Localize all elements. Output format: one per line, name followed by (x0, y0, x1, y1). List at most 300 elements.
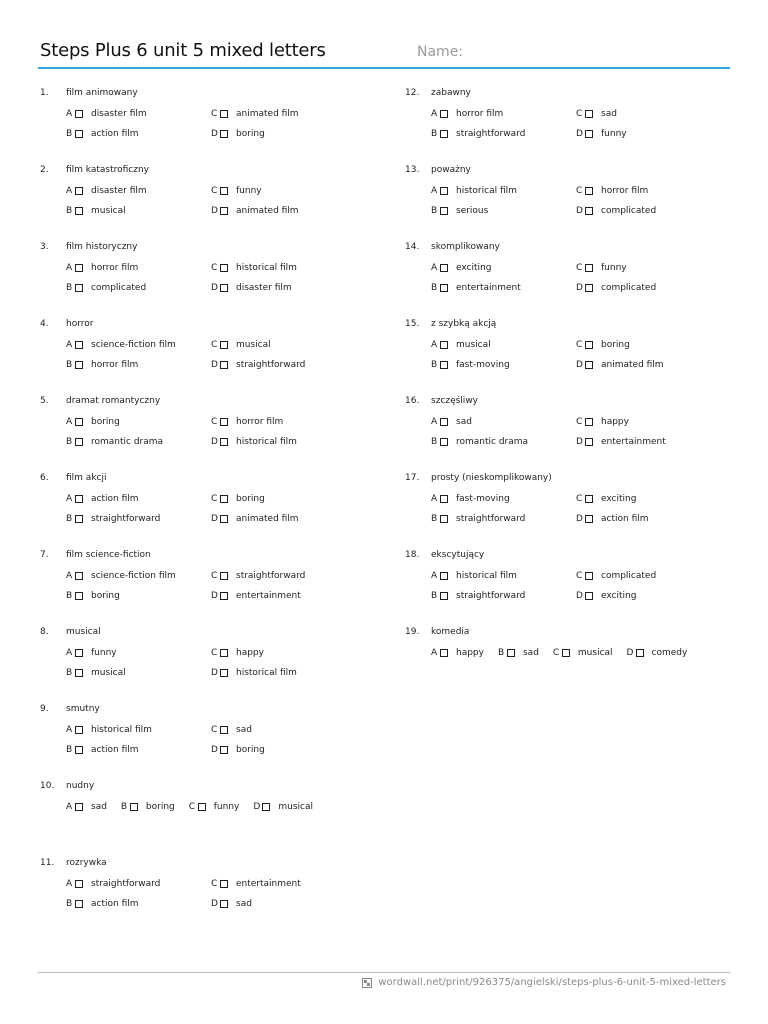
question-header (405, 240, 735, 254)
option-text: straightforward (236, 571, 306, 581)
answer-checkbox[interactable] (220, 649, 228, 657)
option-letter: A (66, 186, 73, 196)
question-item (40, 702, 385, 779)
option-letter: B (120, 802, 128, 812)
question-header (405, 163, 735, 177)
option-text: comedy (651, 648, 688, 658)
answer-option[interactable] (431, 281, 576, 295)
option-text: fast-moving (456, 360, 510, 370)
answer-option[interactable] (66, 877, 211, 891)
option-letter: A (66, 417, 73, 427)
answer-option[interactable] (121, 800, 175, 814)
answer-checkbox[interactable] (220, 130, 228, 138)
answer-checkbox[interactable] (75, 438, 83, 446)
answer-option[interactable] (211, 512, 356, 526)
option-text: boring (236, 129, 265, 139)
answer-checkbox[interactable] (440, 361, 448, 369)
option-text: animated film (236, 514, 299, 524)
answer-checkbox[interactable] (220, 187, 228, 195)
answer-option[interactable] (431, 512, 576, 526)
option-text: action film (91, 129, 139, 139)
answer-option[interactable] (211, 743, 356, 757)
answer-checkbox[interactable] (585, 264, 593, 272)
answer-option[interactable] (431, 261, 576, 275)
option-letter: C (211, 494, 218, 504)
answer-checkbox[interactable] (220, 361, 228, 369)
option-letter: C (576, 340, 583, 350)
options-list (431, 338, 735, 372)
question-header (40, 86, 385, 100)
answer-option[interactable] (211, 897, 356, 911)
answer-checkbox[interactable] (75, 207, 83, 215)
option-letter: C (576, 494, 583, 504)
option-text: straightforward (91, 879, 161, 889)
answer-option[interactable] (66, 800, 107, 814)
answer-option[interactable] (576, 204, 721, 218)
answer-option[interactable] (66, 204, 211, 218)
option-text: straightforward (91, 514, 161, 524)
answer-option[interactable] (431, 646, 484, 660)
answer-option[interactable] (431, 435, 576, 449)
option-text: entertainment (456, 283, 521, 293)
answer-option[interactable] (576, 589, 721, 603)
question-number: 8. (40, 627, 49, 637)
answer-option[interactable] (66, 281, 211, 295)
question-number: 6. (40, 473, 49, 483)
answer-option[interactable] (66, 569, 211, 583)
question-prompt: film animowany (66, 88, 138, 98)
answer-option[interactable] (211, 877, 356, 891)
answer-option[interactable] (66, 512, 211, 526)
question-header (40, 779, 385, 793)
answer-checkbox[interactable] (75, 264, 83, 272)
answer-checkbox[interactable] (75, 669, 83, 677)
option-text: romantic drama (91, 437, 164, 447)
answer-option[interactable] (66, 666, 211, 680)
option-text: disaster film (91, 186, 147, 196)
option-letter: B (431, 591, 438, 601)
answer-option[interactable] (431, 492, 576, 506)
option-letter: A (431, 340, 438, 350)
answer-checkbox[interactable] (585, 110, 593, 118)
option-letter: B (431, 360, 438, 370)
answer-checkbox[interactable] (507, 649, 515, 657)
question-header (40, 625, 385, 639)
option-text: exciting (456, 263, 492, 273)
option-text: horror film (456, 109, 504, 119)
option-text: happy (236, 648, 264, 658)
answer-checkbox[interactable] (220, 572, 228, 580)
answer-checkbox[interactable] (198, 803, 206, 811)
answer-checkbox[interactable] (75, 746, 83, 754)
question-item (405, 86, 735, 163)
answer-checkbox[interactable] (75, 361, 83, 369)
option-text: straightforward (456, 129, 526, 139)
questions-column-right (405, 86, 735, 702)
option-text: musical (236, 340, 271, 350)
option-text: animated film (601, 360, 664, 370)
question-number: 18. (405, 550, 420, 560)
answer-option[interactable] (66, 743, 211, 757)
answer-option[interactable] (66, 723, 211, 737)
question-header (405, 394, 735, 408)
answer-option[interactable] (576, 512, 721, 526)
answer-option[interactable] (576, 435, 721, 449)
answer-option[interactable] (576, 358, 721, 372)
answer-option[interactable] (211, 127, 356, 141)
option-text: action film (91, 494, 139, 504)
question-header (40, 548, 385, 562)
answer-checkbox[interactable] (440, 418, 448, 426)
answer-checkbox[interactable] (562, 649, 570, 657)
option-letter: D (211, 745, 218, 755)
answer-option[interactable] (211, 338, 356, 352)
answer-checkbox[interactable] (220, 880, 228, 888)
answer-checkbox[interactable] (220, 284, 228, 292)
answer-checkbox[interactable] (75, 726, 83, 734)
option-letter: B (431, 129, 438, 139)
answer-checkbox[interactable] (75, 341, 83, 349)
answer-option[interactable] (66, 589, 211, 603)
answer-option[interactable] (66, 358, 211, 372)
question-number: 15. (405, 319, 420, 329)
options-list (66, 877, 385, 911)
option-text: complicated (601, 206, 657, 216)
answer-checkbox[interactable] (75, 110, 83, 118)
answer-option[interactable] (211, 261, 356, 275)
answer-checkbox[interactable] (440, 187, 448, 195)
answer-option[interactable] (431, 184, 576, 198)
option-text: exciting (601, 494, 637, 504)
answer-option[interactable] (211, 184, 356, 198)
answer-checkbox[interactable] (75, 900, 83, 908)
answer-checkbox[interactable] (440, 207, 448, 215)
answer-option[interactable] (66, 492, 211, 506)
answer-checkbox[interactable] (440, 264, 448, 272)
answer-option[interactable] (576, 261, 721, 275)
option-letter: A (431, 186, 438, 196)
answer-checkbox[interactable] (636, 649, 644, 657)
question-header (40, 163, 385, 177)
option-text: straightforward (456, 514, 526, 524)
answer-checkbox[interactable] (75, 880, 83, 888)
answer-option[interactable] (576, 184, 721, 198)
option-text: complicated (91, 283, 147, 293)
answer-option[interactable] (576, 107, 721, 121)
answer-option[interactable] (431, 127, 576, 141)
option-letter: D (211, 591, 218, 601)
option-letter: C (576, 417, 583, 427)
option-text: straightforward (236, 360, 306, 370)
question-number: 16. (405, 396, 420, 406)
answer-checkbox[interactable] (585, 495, 593, 503)
option-letter: C (211, 186, 218, 196)
question-item (405, 394, 735, 471)
question-item (40, 856, 385, 933)
question-prompt: film science-fiction (66, 550, 151, 560)
question-prompt: horror (66, 319, 94, 329)
question-number: 10. (40, 781, 55, 791)
answer-option[interactable] (553, 646, 613, 660)
answer-option[interactable] (431, 569, 576, 583)
answer-checkbox[interactable] (585, 592, 593, 600)
answer-checkbox[interactable] (220, 495, 228, 503)
option-letter: D (211, 514, 218, 524)
answer-option[interactable] (211, 107, 356, 121)
answer-checkbox[interactable] (75, 572, 83, 580)
question-header (40, 471, 385, 485)
option-letter: C (211, 725, 218, 735)
option-text: funny (601, 129, 627, 139)
options-list (66, 800, 385, 814)
question-header (405, 317, 735, 331)
answer-checkbox[interactable] (585, 361, 593, 369)
option-letter: A (431, 494, 438, 504)
option-letter: B (66, 360, 73, 370)
answer-option[interactable] (211, 492, 356, 506)
answer-checkbox[interactable] (130, 803, 138, 811)
option-text: boring (236, 494, 265, 504)
option-letter: B (66, 283, 73, 293)
answer-checkbox[interactable] (440, 495, 448, 503)
answer-checkbox[interactable] (440, 284, 448, 292)
answer-option[interactable] (66, 646, 211, 660)
option-text: historical film (236, 263, 297, 273)
questions-column-left (40, 86, 385, 933)
answer-checkbox[interactable] (585, 572, 593, 580)
option-letter: A (431, 263, 438, 273)
option-text: musical (91, 206, 126, 216)
answer-checkbox[interactable] (440, 572, 448, 580)
answer-checkbox[interactable] (585, 438, 593, 446)
answer-checkbox[interactable] (585, 130, 593, 138)
options-list (66, 261, 385, 295)
answer-option[interactable] (211, 415, 356, 429)
option-text: happy (456, 648, 484, 658)
answer-checkbox[interactable] (220, 515, 228, 523)
question-prompt: komedia (431, 627, 470, 637)
question-item (40, 394, 385, 471)
answer-option[interactable] (211, 723, 356, 737)
options-list (66, 184, 385, 218)
question-number: 3. (40, 242, 49, 252)
answer-option[interactable] (431, 338, 576, 352)
answer-checkbox[interactable] (75, 284, 83, 292)
answer-option[interactable] (576, 569, 721, 583)
question-prompt: dramat romantyczny (66, 396, 161, 406)
answer-checkbox[interactable] (220, 669, 228, 677)
option-letter: B (66, 668, 73, 678)
options-list (66, 415, 385, 449)
answer-checkbox[interactable] (262, 803, 270, 811)
question-number: 14. (405, 242, 420, 252)
option-text: boring (91, 417, 120, 427)
answer-option[interactable] (431, 358, 576, 372)
answer-option[interactable] (211, 589, 356, 603)
answer-option[interactable] (431, 589, 576, 603)
answer-option[interactable] (211, 435, 356, 449)
options-list (431, 107, 735, 141)
answer-checkbox[interactable] (75, 187, 83, 195)
answer-checkbox[interactable] (220, 418, 228, 426)
option-letter: A (66, 340, 73, 350)
answer-checkbox[interactable] (585, 341, 593, 349)
option-text: boring (601, 340, 630, 350)
answer-checkbox[interactable] (440, 110, 448, 118)
answer-checkbox[interactable] (75, 649, 83, 657)
answer-checkbox[interactable] (75, 130, 83, 138)
question-number: 2. (40, 165, 49, 175)
answer-checkbox[interactable] (585, 187, 593, 195)
answer-checkbox[interactable] (440, 592, 448, 600)
answer-checkbox[interactable] (220, 341, 228, 349)
option-letter: C (552, 648, 560, 658)
answer-checkbox[interactable] (220, 438, 228, 446)
answer-option[interactable] (211, 204, 356, 218)
answer-checkbox[interactable] (440, 341, 448, 349)
question-header (40, 856, 385, 870)
answer-option[interactable] (211, 569, 356, 583)
option-text: funny (213, 802, 240, 812)
answer-option[interactable] (211, 666, 356, 680)
answer-checkbox[interactable] (220, 110, 228, 118)
options-list (66, 492, 385, 526)
options-list (66, 338, 385, 372)
options-list (66, 107, 385, 141)
option-letter: B (431, 283, 438, 293)
answer-checkbox[interactable] (220, 900, 228, 908)
answer-checkbox[interactable] (440, 515, 448, 523)
answer-option[interactable] (576, 281, 721, 295)
answer-checkbox[interactable] (220, 746, 228, 754)
option-text: sad (522, 648, 539, 658)
answer-checkbox[interactable] (220, 726, 228, 734)
answer-option[interactable] (66, 338, 211, 352)
option-text: exciting (601, 591, 637, 601)
answer-option[interactable] (66, 107, 211, 121)
answer-checkbox[interactable] (75, 495, 83, 503)
option-letter: C (576, 109, 583, 119)
answer-option[interactable] (576, 338, 721, 352)
question-prompt: prosty (nieskomplikowany) (431, 473, 552, 483)
option-text: funny (91, 648, 117, 658)
footer-divider (38, 972, 730, 973)
option-letter: D (211, 668, 218, 678)
answer-option[interactable] (576, 492, 721, 506)
question-header (40, 317, 385, 331)
option-letter: C (211, 879, 218, 889)
answer-option[interactable] (576, 127, 721, 141)
answer-checkbox[interactable] (220, 592, 228, 600)
options-list (431, 492, 735, 526)
answer-option[interactable] (627, 646, 688, 660)
answer-option[interactable] (189, 800, 240, 814)
question-prompt: film akcji (66, 473, 107, 483)
question-item (40, 471, 385, 548)
option-letter: C (211, 417, 218, 427)
option-letter: C (211, 263, 218, 273)
answer-option[interactable] (498, 646, 539, 660)
footer-url[interactable]: wordwall.net/print/926375/angielski/steps-plus-6-unit-5-mixed-letters (378, 977, 726, 988)
answer-option[interactable] (211, 646, 356, 660)
answer-checkbox[interactable] (220, 264, 228, 272)
question-prompt: szczęśliwy (431, 396, 478, 406)
option-letter: D (211, 437, 218, 447)
option-letter: D (576, 437, 583, 447)
option-letter: D (576, 360, 583, 370)
answer-option[interactable] (66, 127, 211, 141)
answer-option[interactable] (211, 281, 356, 295)
question-item (405, 471, 735, 548)
question-number: 9. (40, 704, 49, 714)
option-text: science-fiction film (91, 571, 176, 581)
answer-option[interactable] (66, 435, 211, 449)
option-text: disaster film (236, 283, 292, 293)
page-title: Steps Plus 6 unit 5 mixed letters (40, 40, 326, 61)
answer-option[interactable] (431, 107, 576, 121)
answer-option[interactable] (431, 415, 576, 429)
answer-option[interactable] (66, 415, 211, 429)
option-text: romantic drama (456, 437, 529, 447)
option-text: musical (278, 802, 313, 812)
option-letter: A (66, 648, 73, 658)
question-prompt: skomplikowany (431, 242, 500, 252)
answer-checkbox[interactable] (75, 803, 83, 811)
option-text: boring (91, 591, 120, 601)
option-letter: D (626, 648, 634, 658)
answer-checkbox[interactable] (585, 515, 593, 523)
option-letter: A (66, 494, 73, 504)
option-letter: D (211, 283, 218, 293)
option-text: historical film (91, 725, 152, 735)
question-item (40, 779, 385, 856)
answer-option[interactable] (211, 358, 356, 372)
footer (362, 977, 726, 988)
answer-checkbox[interactable] (585, 284, 593, 292)
option-letter: B (431, 437, 438, 447)
option-letter: A (431, 109, 438, 119)
answer-checkbox[interactable] (440, 438, 448, 446)
question-number: 12. (405, 88, 420, 98)
option-letter: A (431, 571, 438, 581)
answer-checkbox[interactable] (585, 207, 593, 215)
question-header (405, 625, 735, 639)
answer-checkbox[interactable] (75, 592, 83, 600)
answer-checkbox[interactable] (220, 207, 228, 215)
option-text: musical (577, 648, 613, 658)
answer-option[interactable] (66, 897, 211, 911)
answer-option[interactable] (66, 261, 211, 275)
options-list (66, 723, 385, 757)
answer-option[interactable] (253, 800, 313, 814)
option-text: fast-moving (456, 494, 510, 504)
option-text: historical film (236, 437, 297, 447)
answer-checkbox[interactable] (440, 649, 448, 657)
answer-option[interactable] (66, 184, 211, 198)
answer-option[interactable] (431, 204, 576, 218)
option-letter: A (431, 648, 438, 658)
answer-checkbox[interactable] (75, 418, 83, 426)
name-label: Name: (417, 44, 464, 60)
question-prompt: film historyczny (66, 242, 138, 252)
answer-checkbox[interactable] (75, 515, 83, 523)
option-letter: B (66, 899, 73, 909)
option-text: horror film (91, 360, 139, 370)
answer-option[interactable] (576, 415, 721, 429)
answer-checkbox[interactable] (585, 418, 593, 426)
answer-checkbox[interactable] (440, 130, 448, 138)
options-list (66, 646, 385, 680)
